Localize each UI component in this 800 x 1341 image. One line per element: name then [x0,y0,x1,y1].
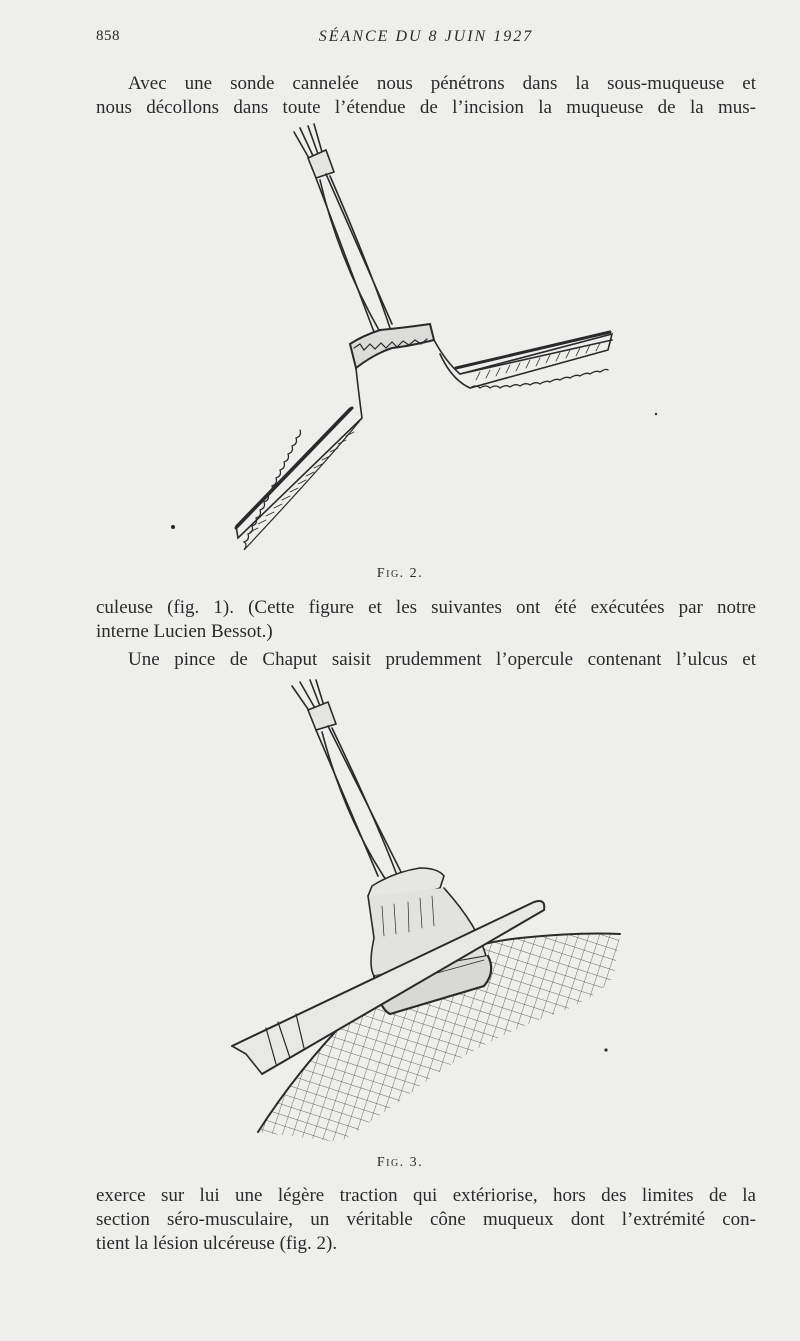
paragraph-line: tient la lésion ulcéreuse (fig. 2). [96,1233,338,1254]
caption-text: Fig. 2. [376,566,424,581]
paragraph-line: nous décollons dans toute l’étendue de l’incision la muqueuse de la mus- [96,97,756,118]
caption-text: Fig. 3. [376,1155,424,1170]
page-number: 858 [96,28,120,44]
figure-2-illustration [0,118,800,563]
figure-3-illustration [0,676,800,1146]
paragraph-line: section séro-musculaire, un véritable cône muqueux dont l’extrémité con- [96,1209,756,1230]
running-head: SÉANCE DU 8 JUIN 1927 [318,28,534,45]
figure-3-caption [0,1155,800,1171]
figure-2-caption [0,566,800,582]
paragraph-4 [96,1184,756,1256]
paragraph-line: interne Lucien Bessot.) [96,621,273,642]
page-header [96,28,756,52]
paragraph-3 [96,648,756,672]
paragraph-line: exerce sur lui une légère traction qui extériorise, hors des limites de la [96,1185,756,1206]
paragraph-1 [96,72,756,120]
paragraph-line: Une pince de Chaput saisit prudemment l’opercule contenant l’ulcus et [128,649,756,670]
paragraph-2 [96,596,756,644]
paragraph-line: culeuse (fig. 1). (Cette figure et les suivantes ont été exécutées par notre [96,597,756,618]
paragraph-line: Avec une sonde cannelée nous pénétrons dans la sous-muqueuse et [128,73,756,94]
